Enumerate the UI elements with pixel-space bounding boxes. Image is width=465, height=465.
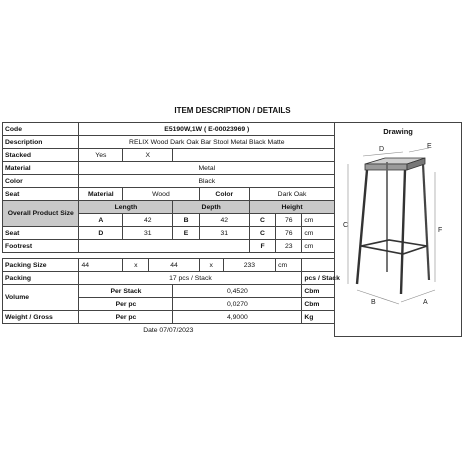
packing-size-label: Packing Size [3,259,79,272]
seat-color-label: Color [199,188,249,201]
seat-c-letter: C [249,227,275,240]
stool-leg [423,164,429,280]
height-header: Height [249,201,334,214]
seat-c-value: 76 [276,227,302,240]
footrest-empty [79,240,249,253]
weight-per-pc-label: Per pc [79,311,173,324]
sheet-title: ITEM DESCRIPTION / DETAILS [174,106,291,115]
packing-size-x2: x [199,259,223,272]
overall-size-label: Overall Product Size [3,201,79,227]
dim-label-f: F [438,227,443,234]
volume-per-pc-label: Per pc [79,298,173,311]
packing-size-unit: cm [276,259,302,272]
packing-size-h: 233 [223,259,275,272]
color-label: Color [3,175,79,188]
volume-pc-unit: Cbm [302,298,335,311]
stool-leg [401,170,405,294]
footrest-label: Footrest [3,240,79,253]
stool-drawing [343,142,453,327]
weight-value: 4,9000 [173,311,302,324]
description-label: Description [3,136,79,149]
dim-a-value: 42 [123,214,173,227]
dim-a-letter: A [79,214,123,227]
seat-material-value: Wood [123,188,199,201]
volume-per-stack-value: 0,4520 [173,285,302,298]
dim-b-value: 42 [199,214,249,227]
volume-stack-unit: Cbm [302,285,335,298]
dim-e-value: 31 [199,227,249,240]
material-label: Material [3,162,79,175]
seat-material-label: Material [79,188,123,201]
stool-leg [357,170,367,284]
description-value: RELIX Wood Dark Oak Bar Stool Metal Black Matte [79,136,335,149]
dim-d-letter: D [79,227,123,240]
packing-value: 17 pcs / Stack [79,272,302,285]
dim-label-d: D [379,146,385,153]
dim-f-value: 23 [276,240,302,253]
code-value: E5190W,1W ( E-00023969 ) [79,123,335,136]
weight-label: Weight / Gross [3,311,79,324]
dim-label-c: C [343,222,349,229]
color-value: Black [79,175,335,188]
dim-b-letter: B [173,214,199,227]
volume-label: Volume [3,285,79,311]
packing-unit: pcs / Stack [302,272,335,285]
overall-unit: cm [302,214,335,227]
material-value: Metal [79,162,335,175]
dim-c-letter: C [249,214,275,227]
date-text: Date 07/07/2023 [143,326,194,334]
packing-size-x1: x [123,259,149,272]
footrest-unit: cm [302,240,335,253]
weight-unit: Kg [302,311,335,324]
stacked-label: Stacked [3,149,79,162]
code-label: Code [3,123,79,136]
drawing-cell [335,123,462,337]
stacked-yes: Yes [79,149,123,162]
stacked-empty [173,149,335,162]
drawing-title: Drawing [383,127,413,136]
dim-label-e: E [427,143,432,150]
seat-dims-label: Seat [3,227,79,240]
dim-label-b: B [371,299,376,306]
seat-unit: cm [302,227,335,240]
dim-f-letter: F [249,240,275,253]
dim-d-value: 31 [123,227,173,240]
row-code [3,123,462,136]
volume-per-stack-label: Per Stack [79,285,173,298]
dim-c-value: 76 [276,214,302,227]
length-header: Length [79,201,173,214]
packing-size-l: 44 [79,259,123,272]
volume-per-pc-value: 0,0270 [173,298,302,311]
stool-seat-front [365,164,407,170]
packing-label: Packing [3,272,79,285]
depth-header: Depth [173,201,249,214]
stacked-mark: X [123,149,173,162]
stool-footrest [361,240,427,254]
dim-e-letter: E [173,227,199,240]
seat-color-value: Dark Oak [249,188,334,201]
seat-label: Seat [3,188,79,201]
dim-label-a: A [423,299,428,306]
item-details-table [2,122,462,337]
packing-size-w: 44 [149,259,199,272]
